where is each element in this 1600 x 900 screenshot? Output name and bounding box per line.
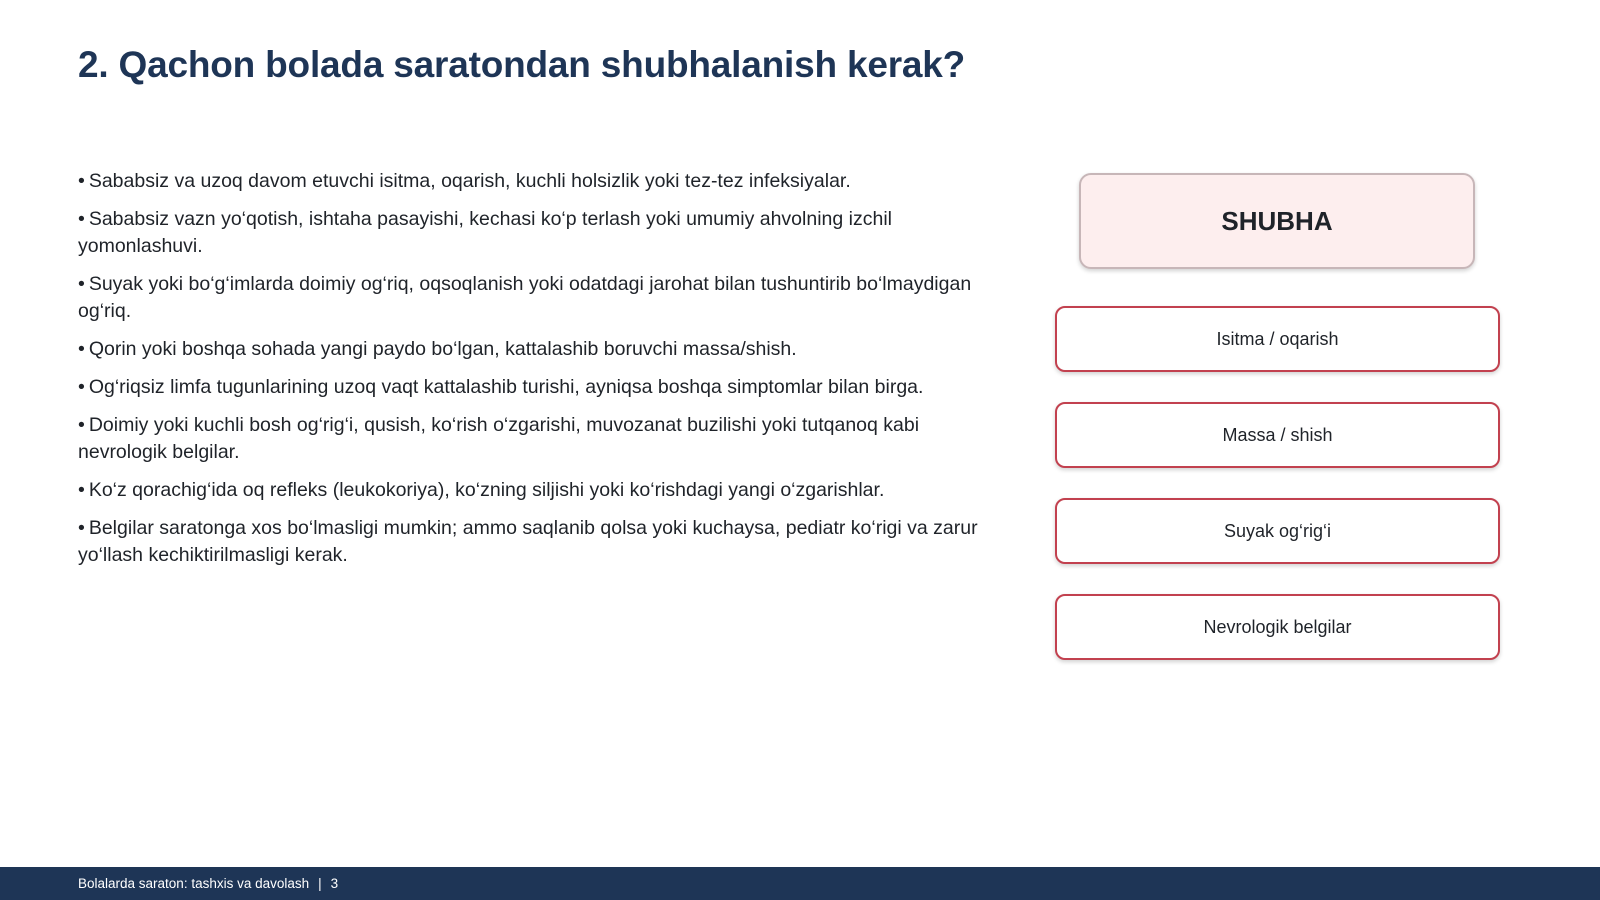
bullet-text: Sababsiz vazn yo‘qotish, ishtaha pasayishi, kechasi ko‘p terlash yoki umumiy ahvolning izchil yomonlashuvi.	[78, 208, 892, 257]
footer-bar	[0, 867, 1600, 900]
diagram-item-box: Isitma / oqarish	[1055, 306, 1500, 372]
bullet-item	[78, 271, 998, 325]
bullet-dot: •	[78, 414, 85, 436]
bullet-item	[78, 412, 998, 466]
bullet-dot: •	[78, 376, 85, 398]
diagram-item-box: Massa / shish	[1055, 402, 1500, 468]
bullet-item	[78, 374, 998, 401]
bullet-text: Ko‘z qorachig‘ida oq refleks (leukokoriya), ko‘zning siljishi yoki ko‘rishdagi yangi o‘zgarishlar.	[88, 479, 885, 501]
bullet-dot: •	[78, 517, 85, 539]
footer-separator: |	[318, 876, 322, 891]
diagram-item-box: Suyak og‘rig‘i	[1055, 498, 1500, 564]
bullet-item	[78, 206, 998, 260]
bullet-item	[78, 336, 998, 363]
bullet-text: Sababsiz va uzoq davom etuvchi isitma, oqarish, kuchli holsizlik yoki tez-tez infeksiyalar.	[88, 170, 851, 192]
bullet-text: Qorin yoki boshqa sohada yangi paydo bo‘lgan, kattalashib boruvchi massa/shish.	[88, 338, 797, 360]
bullet-item	[78, 168, 998, 195]
bullet-text: Doimiy yoki kuchli bosh og‘rig‘i, qusish, ko‘rish o‘zgarishi, muvozanat buzilishi yoki tutqanoq kabi nevrologik belgilar.	[78, 414, 920, 463]
footer-text: Bolalarda saraton: tashxis va davolash	[78, 876, 310, 891]
slide-title: 2. Qachon bolada saratondan shubhalanish kerak?	[78, 44, 966, 85]
bullet-text: Suyak yoki bo‘g‘imlarda doimiy og‘riq, oqsoqlanish yoki odatdagi jarohat bilan tushuntirib bo‘lmaydigan og‘riq.	[78, 273, 972, 322]
page-number: 3	[330, 876, 339, 891]
bullet-list	[78, 168, 998, 580]
bullet-dot: •	[78, 273, 85, 295]
bullet-dot: •	[78, 338, 85, 360]
bullet-dot: •	[78, 479, 85, 501]
bullet-item	[78, 515, 998, 569]
diagram-item-box: Nevrologik belgilar	[1055, 594, 1500, 660]
bullet-text: Og‘riqsiz limfa tugunlarining uzoq vaqt kattalashib turishi, ayniqsa boshqa simptomlar bilan birga.	[88, 376, 924, 398]
bullet-dot: •	[78, 208, 85, 230]
bullet-dot: •	[78, 170, 85, 192]
bullet-text: Belgilar saratonga xos bo‘lmasligi mumkin; ammo saqlanib qolsa yoki kuchaysa, pediatr ko‘rigi va zarur yo‘llash kechiktirilmasligi kerak.	[78, 517, 978, 566]
diagram-header-box: SHUBHA	[1079, 173, 1475, 269]
bullet-item	[78, 477, 998, 504]
